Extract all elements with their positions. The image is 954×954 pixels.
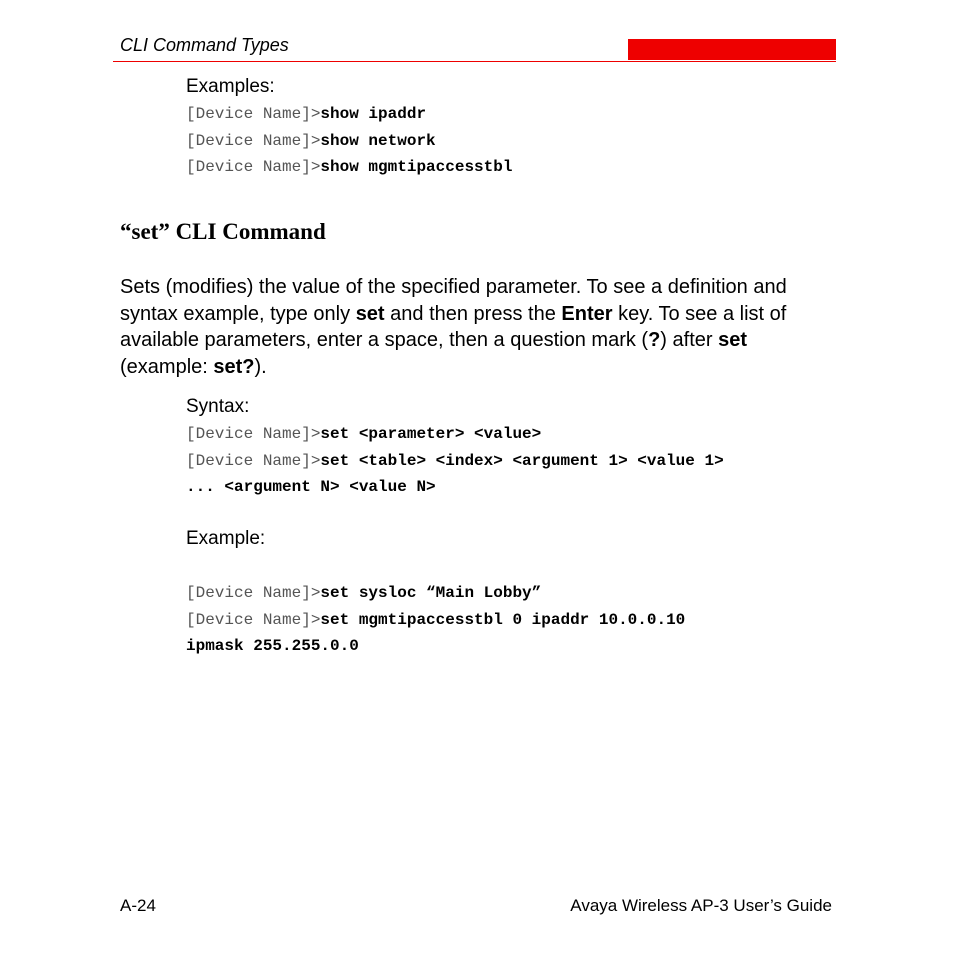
code-line <box>186 105 426 123</box>
code-prompt: [Device Name]> <box>186 452 321 470</box>
code-line <box>186 452 724 470</box>
code-prompt: [Device Name]> <box>186 425 321 443</box>
code-command: set mgmtipaccesstbl 0 ipaddr 10.0.0.10 <box>320 611 686 629</box>
syntax-label: Syntax: <box>186 396 250 417</box>
code-command: set sysloc “Main Lobby” <box>320 584 542 602</box>
code-command: set <table> <index> <argument 1> <value 1> <box>320 452 724 470</box>
code-command: ... <argument N> <value N> <box>186 478 436 496</box>
page-number: A-24 <box>120 896 156 915</box>
body-paragraph: Sets (modifies) the value of the specified parameter. To see a definition and syntax example, type only set and then press the Enter key. To see a list of available parameters, enter a space, then a question mark (?) after set (example: set?). <box>120 276 787 378</box>
section-heading: “set” CLI Command <box>120 219 326 244</box>
code-command: show network <box>320 132 436 150</box>
code-line <box>186 158 512 176</box>
code-command: ipmask 255.255.0.0 <box>186 637 359 655</box>
code-line <box>186 584 541 602</box>
running-header-title: CLI Command Types <box>120 35 289 55</box>
example-label: Example: <box>186 528 266 549</box>
code-line <box>186 478 436 496</box>
code-command: set <parameter> <value> <box>320 425 542 443</box>
code-prompt: [Device Name]> <box>186 584 321 602</box>
header-rule <box>113 61 836 62</box>
code-line <box>186 637 359 655</box>
code-prompt: [Device Name]> <box>186 158 321 176</box>
code-line <box>186 611 685 629</box>
examples-label: Examples: <box>186 76 275 97</box>
code-prompt: [Device Name]> <box>186 105 321 123</box>
guide-title: Avaya Wireless AP-3 User’s Guide <box>570 896 832 915</box>
code-line <box>186 425 541 443</box>
code-line <box>186 132 436 150</box>
header-accent-bar <box>628 39 836 60</box>
code-prompt: [Device Name]> <box>186 132 321 150</box>
code-command: show ipaddr <box>320 105 427 123</box>
code-prompt: [Device Name]> <box>186 611 321 629</box>
code-command: show mgmtipaccesstbl <box>320 158 513 176</box>
